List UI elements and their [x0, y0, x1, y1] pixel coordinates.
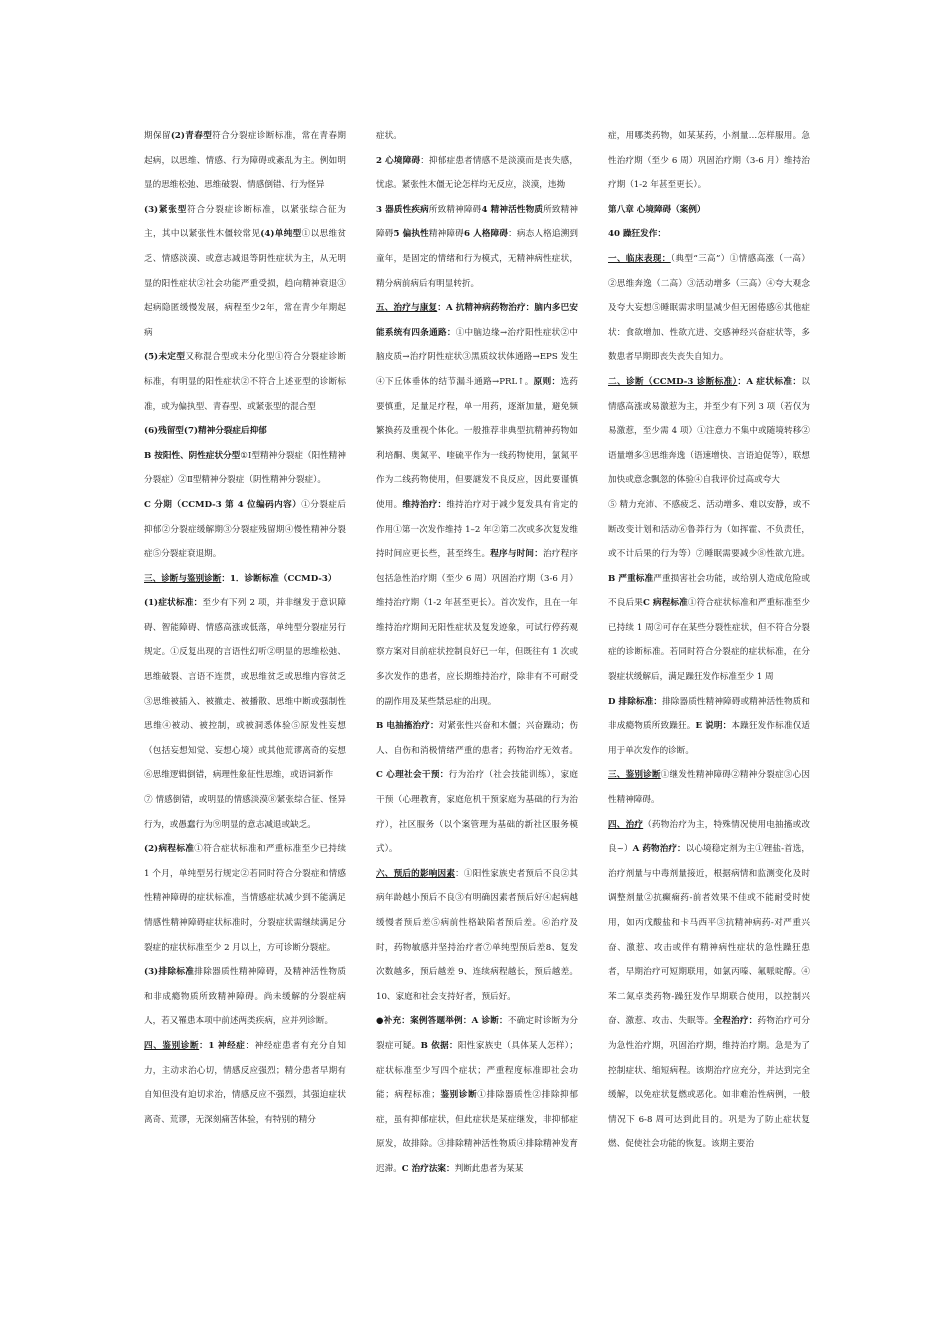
paragraph — [608, 222, 810, 247]
text-run: ：神经症患者有充分自知力，主动求治心切，情感反应强烈；精分患者早期有自知但没有迫切求治，情感反应不强烈，其强迫症状离奇、荒谬，无深刻痛苦体验，有特别的精分 — [144, 1040, 346, 1125]
paragraph — [144, 493, 346, 567]
text-column-left — [144, 124, 346, 1132]
bold-run: B 依据： — [420, 1040, 458, 1051]
paragraph — [144, 837, 346, 960]
bold-run: 三、诊断与鉴别诊断 — [144, 573, 222, 584]
bold-run: (5)未定型 — [144, 352, 186, 363]
bold-run: 五、治疗与康复 — [376, 303, 438, 314]
bold-run: 4 精神活性物质 — [481, 204, 544, 215]
paragraph — [608, 813, 810, 1157]
paragraph — [376, 198, 578, 296]
paragraph — [376, 862, 578, 1010]
bold-run: ：1 神经症 — [199, 1040, 246, 1051]
text-run: 又称混合型或未分化型①符合分裂症诊断标准，有明显的阳性症状②不符合上述亚型的诊断标准，或为偏执型、青春型、或紧张型的混合型 — [144, 352, 346, 412]
text-run: ⑤ 精力充沛、不感疲乏、活动增多、难以安静，或不断改变计划和活动⑥鲁莽行为（如挥霍、不负责任，或不计后果的行为等）⑦睡眠需要减少⑧性欲亢进。 — [608, 499, 810, 560]
paragraph — [144, 198, 346, 346]
bold-run: (1)症状标准： — [144, 598, 203, 609]
bold-run: B 按阳性、阴性症状分型 — [144, 450, 241, 461]
paragraph — [376, 296, 578, 714]
text-run: 判断此患者为某某 — [454, 1163, 524, 1174]
bold-run: 维持治疗： — [402, 499, 447, 510]
bold-run: 鉴别诊断 — [439, 1090, 478, 1101]
paragraph — [608, 198, 810, 223]
text-run: 期保留 — [144, 131, 171, 141]
bold-run: 四、治疗 — [608, 819, 644, 830]
paragraph — [144, 124, 346, 198]
text-run: ：①阳性家族史者预后不良②其病年龄越小预后不良③有明确因素者预后好④起病越缓慢者预后差⑤病前性格缺陷者预后差。⑥治疗及时，药物敏感并坚持治疗者⑦单纯型预后差8、复发次数越多，预后越差 9、连续病程越长，预后越差。10、家庭和社会支持好者，预后好。 — [376, 868, 578, 1002]
text-run: ①符合症状标准和严重标准至少已持续 1 个月，单纯型另行规定②若同时符合分裂症和情感性精神障碍的症状标准，当情感症状减少到不能满足情感性精神障碍症状标准时，分裂症状需继续满足分裂症的症状标准至少 2 月以上，方可诊断分裂症。 — [144, 844, 346, 953]
bold-run: 四、鉴别诊断 — [144, 1040, 200, 1051]
text-run: 排除器质性精神障碍，及精神活性物质和非成瘾物质所致精神障碍。尚未缓解的分裂症病人，若又罹患本项中前述两类疾病，应并列诊断。 — [144, 967, 346, 1027]
bold-run: 六、预后的影响因素 — [376, 868, 456, 879]
paragraph — [608, 247, 810, 370]
paragraph — [608, 763, 810, 812]
text-run: 至少有下列 2 项，并非继发于意识障碍、智能障碍、情感高涨或低落，单纯型分裂症另行规定。①反复出现的言语性幻听②明显的思维松弛、思维破裂、言语不连贯，或思维贫乏或思维内容贫乏③思维被插入、被撤走、被播散、思维中断或强制性思维④被动、被控制，或被洞悉体验⑤原发性妄想（包括妄想知觉、妄想心境）或其他荒谬离奇的妄想⑥思维逻辑倒错，病理性象征性思维，或语词新作 — [144, 598, 346, 781]
paragraph — [376, 149, 578, 198]
text-run: 症，用哪类药物，如某某药，小剂量…怎样服用。急性治疗期（至少 6 周）巩固治疗期（3-6 月）维持治疗期（1-2 年甚至更长）。 — [608, 131, 810, 191]
text-run: ①符合症状标准和严重标准至少已持续 1 周②可存在某些分裂性症状，但不符合分裂症的诊断标准。若同时符合分裂症的症状标准，在分裂症状缓解后，满足躁狂发作标准至少 1 周 — [608, 598, 810, 683]
text-run: 以心境稳定剂为主①锂盐-首选，治疗剂量与中毒剂量接近，根据病情和监测变化及时调整剂量②抗癫痫药-前者效果不佳或不能耐受时使用，如丙戊酸盐和卡马西平③抗精神病药-对严重兴奋、激惹、攻击或伴有精神病性症状的急性躁狂患者，早期治疗可短期联用，如氯丙嗪、氟哌啶醇。④苯二氮卓类药物-躁狂发作早期联合使用，以控制兴奋、激惹、攻击、失眠等。 — [608, 844, 811, 1027]
paragraph — [144, 345, 346, 419]
text-run: 治疗程序包括急性治疗期（至少 6 周）巩固治疗期（3-6 月）维持治疗期（1-2 年甚至更长）。首次发作，且在一年维持治疗期间无阳性症状及复发迹象，可试行停药观察方案对目前症状控制良好已一年，但既往有 1 次或多次发作的患者，应长期维持治疗，除非有不可耐受的副作用及某些禁忌症的出现。 — [376, 549, 578, 707]
bold-run: C 病程标准 — [642, 598, 688, 609]
bold-run: 三、鉴别诊断 — [608, 770, 661, 781]
bold-run: 第八章 心境障碍（案例） — [608, 204, 706, 215]
text-run: ①继发性精神障碍②精神分裂症③心因性精神障碍。 — [608, 770, 810, 806]
bold-run: C 心理社会干预： — [376, 770, 449, 781]
text-run: 选药要慎重，足量足疗程，单一用药，逐渐加量，避免频繁换药及重视个体化。一般推荐非典型抗精神药物如利培酮、奥氮平、喹硫平作为一线药物使用，氯氮平作为二线药物使用，但要謎发不良反应，因此要谨慎使用。 — [376, 376, 578, 510]
text-run: 对紧张性兴奋和木僵；兴奋躁动；伤人、自伤和消极情绪严重的患者；药物治疗无效者。 — [376, 721, 578, 756]
text-run: 本躁狂发作标准仅适用于单次发作的诊断。 — [608, 721, 810, 756]
paragraph — [608, 370, 810, 493]
bold-run: A 药物治疗： — [632, 844, 686, 855]
bold-run: 40 躁狂发作： — [608, 229, 666, 240]
bold-run: 6 人格障碍 — [463, 229, 509, 240]
paragraph — [144, 960, 346, 1034]
text-run: ⑦ 情感倒错，或明显的情感淡漠⑧紧张综合征、怪异行为，或愚蠢行为⑨明显的意志减退或缺乏。 — [144, 795, 346, 830]
bold-run: ●补充：案例答题举例：A 诊断： — [376, 1016, 508, 1027]
text-run: ①分裂症后抑郁②分裂症缓解期③分裂症残留期④慢性精神分裂症⑤分裂症衰退期。 — [144, 499, 346, 560]
paragraph — [144, 567, 346, 592]
paragraph — [144, 419, 346, 444]
bold-run: ：A 症状标准： — [737, 376, 802, 387]
text-run: 症状。 — [376, 131, 402, 141]
paragraph — [144, 444, 346, 493]
text-run: ①中脑边缘→治疗阳性症状②中脑皮质→治疗阴性症状③黑质纹状体通路→EPS 发生④下丘体垂体的结节漏斗通路→PRL↑。 — [376, 327, 578, 387]
bold-run: C 治疗法案： — [401, 1163, 455, 1174]
text-run: ：抑郁症患者情感不是淡漠而是丧失感，忧虑。紧张性木僵无论怎样均无反应，淡漠，违拗 — [376, 155, 578, 191]
bold-run: 一、临床表现： — [608, 253, 671, 264]
text-run: ①排除器质性②排除抑郁症，虽有抑郁症状，但此症状是某症继发，非抑郁症原发，故排除。③排除精神活性物质④排除精神发育迟滞。 — [376, 1090, 578, 1174]
bold-run: D 排除标准： — [608, 696, 663, 707]
bold-run: (6)残留型(7)精神分裂症后抑郁 — [144, 426, 267, 437]
bold-run: 原则： — [533, 376, 561, 387]
text-run: 严重损害社会功能，或给别人造成危险或不良后果 — [608, 573, 810, 609]
bold-run: (3)排除标准 — [144, 967, 195, 978]
bold-run: (2)青春型 — [170, 131, 213, 141]
text-run: 精神障碍 — [428, 229, 464, 240]
text-run: 排除器质性精神障碍或精神活性物质和非成瘾物质所致躁狂。 — [608, 696, 810, 732]
text-column-right — [608, 124, 810, 1157]
bold-run: ：1．诊断标准（CCMD-3） — [221, 573, 337, 584]
paragraph — [144, 1034, 346, 1132]
bold-run: (4)单纯型 — [260, 229, 302, 240]
paragraph — [376, 714, 578, 862]
bold-run: 3 器质性疾病 — [376, 204, 429, 215]
text-run: ①以思维贫乏、情感淡漠、或意志减退等阴性症状为主，从无明显的阳性症状②社会功能严重受损，趋向精神衰退③起病隐匿缓慢发展，病程至少2年，常在青少年期起病 — [144, 229, 346, 338]
bold-run: 二、诊断（CCMD-3 诊断标准） — [608, 376, 738, 387]
text-run: ：病态人格追溯到童年，是固定的情绪和行为模式，无精神病性症状，精分病前病后有明显转折。 — [376, 229, 578, 289]
text-run: 维持治疗对于减少复发具有肯定的作用①第一次发作维持 1–2 年②第二次或多次复发维持时间应更长些，甚至终生。 — [376, 499, 578, 560]
bold-run: 程序与时间： — [490, 549, 544, 560]
bold-run: (2)病程标准 — [144, 844, 195, 855]
text-run: 符合分裂症诊断标准，以紧张综合征为主，其中以紧张性木僵较常见 — [144, 204, 346, 240]
text-run: 所致精神障碍 — [428, 204, 482, 215]
text-column-middle — [376, 124, 578, 1182]
text-run: 阳性家族史（具体某人怎样）；症状标准至少写四个症状；严重程度标准即社会功能；病程标准； — [376, 1040, 578, 1101]
paragraph — [376, 124, 578, 149]
bold-run: 5 偏执性 — [393, 229, 429, 240]
text-run: （药物治疗为主，特殊情况使用电抽搐或改良~） — [608, 819, 810, 855]
text-run: 所致精神障碍 — [376, 204, 578, 240]
bold-run: C 分期（CCMD-3 第 4 位编码内容） — [144, 499, 302, 510]
text-run: 不确定时诊断为分裂症可疑。 — [376, 1016, 578, 1051]
text-run: ①Ⅰ型精神分裂症（阳性精神分裂症）②Ⅱ型精神分裂症（阴性精神分裂症）。 — [144, 450, 346, 486]
paragraph — [144, 591, 346, 788]
text-run: （典型“三高”）①情感高涨（一高）②思维奔逸（二高）③活动增多（三高）④夸大观念及夸大妄想⑤睡眠需求明显减少但无困倦感⑥其他症状：食欲增加、性欲亢进、交感神经兴奋症状等，多数患者早期即丧失丧失自知力。 — [608, 253, 810, 363]
bold-run: E 说明： — [695, 721, 732, 732]
text-run: 符合分裂症诊断标准，常在青春期起病，以思维、情感、行为障碍或紊乱为主。例如明显的思维松弛、思维破裂、情感倒错、行为怪异 — [144, 131, 346, 191]
bold-run: B 电抽搐治疗： — [376, 721, 439, 732]
paragraph — [376, 1009, 578, 1181]
bold-run: 全程治疗： — [713, 1016, 758, 1027]
text-run: 行为治疗（社会技能训练），家庭干预（心理教育，家庭危机干预家庭为基础的行为治疗），社区服务（以个案管理为基础的新社区服务模式）。 — [376, 770, 578, 855]
paragraph — [608, 124, 810, 198]
paragraph — [608, 493, 810, 690]
text-run: 药物治疗可分为急性治疗期，巩固治疗期，维持治疗期。急是为了控制症状、缩短病程。该期治疗应充分，并达到完全缓解，以免症状复燃或恶化。如非难治性病例，一般情况下 6-8 周可达到此目的。巩是为了防止症状复燃、促使社会功能的恢复。该期主要治 — [608, 1016, 810, 1150]
paragraph — [608, 690, 810, 764]
bold-run: (3)紧张型 — [144, 204, 188, 215]
paragraph — [144, 788, 346, 837]
text-run: 以情感高涨或易激惹为主，并至少有下列 3 项（若仅为易激惹，至少需 4 项）①注意力不集中或随境转移②语量增多③思维奔逸（语速增快、言语迫促等），联想加快或意念飘忽的体验④自我评价过高或夸大 — [608, 376, 810, 486]
bold-run: B 严重标准 — [608, 573, 654, 584]
bold-run: ：A 抗精神病药物治疗：脑内多巴安能系统有四条通路： — [376, 303, 578, 338]
bold-run: 2 心境障碍 — [376, 155, 421, 166]
